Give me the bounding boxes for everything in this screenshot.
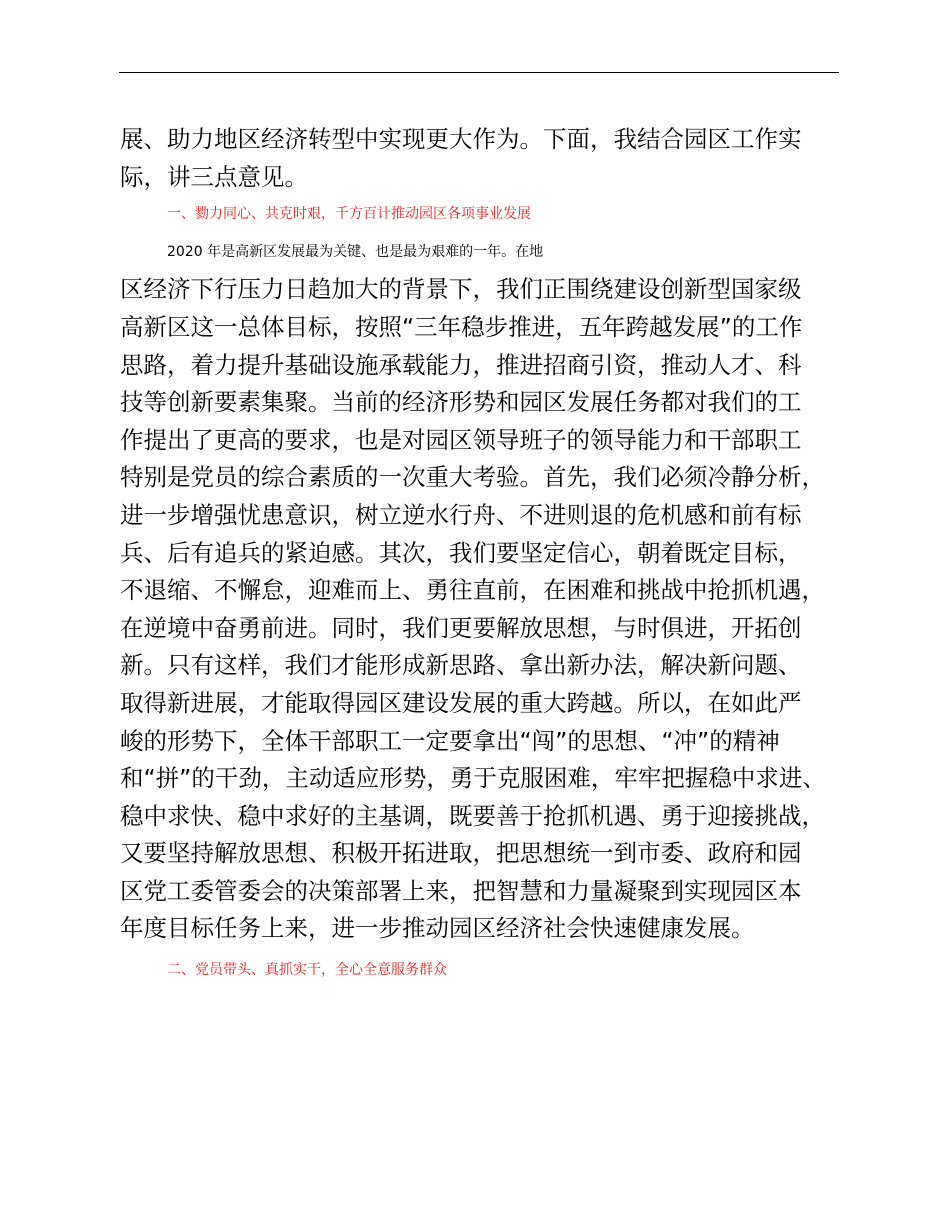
body-line: 又要坚持解放思想、积极开拓进取，把思想统一到市委、政府和园	[120, 839, 802, 868]
body-line: 高新区这一总体目标，按照“三年稳步推进，五年跨越发展”的工作	[120, 312, 803, 341]
body-line: 不退缩、不懈怠，迎难而上、勇往直前，在困难和挑战中抢抓机遇，	[120, 576, 825, 605]
body-line: 区经济下行压力日趋加大的背景下，我们正围绕建设创新型国家级	[120, 275, 802, 304]
body-line: 稳中求快、稳中求好的主基调，既要善于抢抓机遇、勇于迎接挑战，	[120, 801, 825, 830]
document-body	[120, 121, 840, 990]
header-rule	[119, 72, 839, 73]
body-line: 峻的形势下，全体干部职工一定要拿出“闯”的思想、“冲”的精神	[120, 726, 780, 755]
body-line: 在逆境中奋勇前进。同时，我们更要解放思想，与时俱进，开拓创	[120, 613, 802, 642]
section-heading-2: 二、党员带头、真抓实干，全心全意服务群众	[167, 962, 447, 979]
body-line: 区党工委管委会的决策部署上来，把智慧和力量凝聚到实现园区本	[120, 876, 802, 905]
section-heading-1: 一、勠力同心、共克时艰，千方百计推动园区各项事业发展	[167, 206, 531, 223]
body-line: 际，讲三点意见。	[120, 162, 308, 191]
body-line: 特别是党员的综合素质的一次重大考验。首先，我们必须冷静分析，	[120, 463, 825, 492]
body-line: 和“拼”的干劲，主动适应形势，勇于克服困难，牢牢把握稳中求进、	[120, 764, 826, 793]
body-line: 兵、后有追兵的紧迫感。其次，我们要坚定信心，朝着既定目标，	[120, 538, 802, 567]
body-line: 思路，着力提升基础设施承载能力，推进招商引资，推动人才、科	[120, 350, 802, 379]
body-line: 取得新进展，才能取得园区建设发展的重大跨越。所以，在如此严	[120, 688, 802, 717]
body-line: 展、助力地区经济转型中实现更大作为。下面，我结合园区工作实	[120, 125, 802, 153]
body-line: 新。只有这样，我们才能形成新思路、拿出新办法，解决新问题、	[120, 651, 802, 680]
body-line: 作提出了更高的要求，也是对园区领导班子的领导能力和干部职工	[120, 425, 802, 454]
body-line: 进一步增强忧患意识，树立逆水行舟、不进则退的危机感和前有标	[120, 500, 802, 529]
body-line: 年度目标任务上来，进一步推动园区经济社会快速健康发展。	[120, 914, 755, 943]
body-line: 2020 年是高新区发展最为关键、也是最为艰难的一年。在地	[167, 243, 544, 260]
body-line: 技等创新要素集聚。当前的经济形势和园区发展任务都对我们的工	[120, 388, 802, 417]
